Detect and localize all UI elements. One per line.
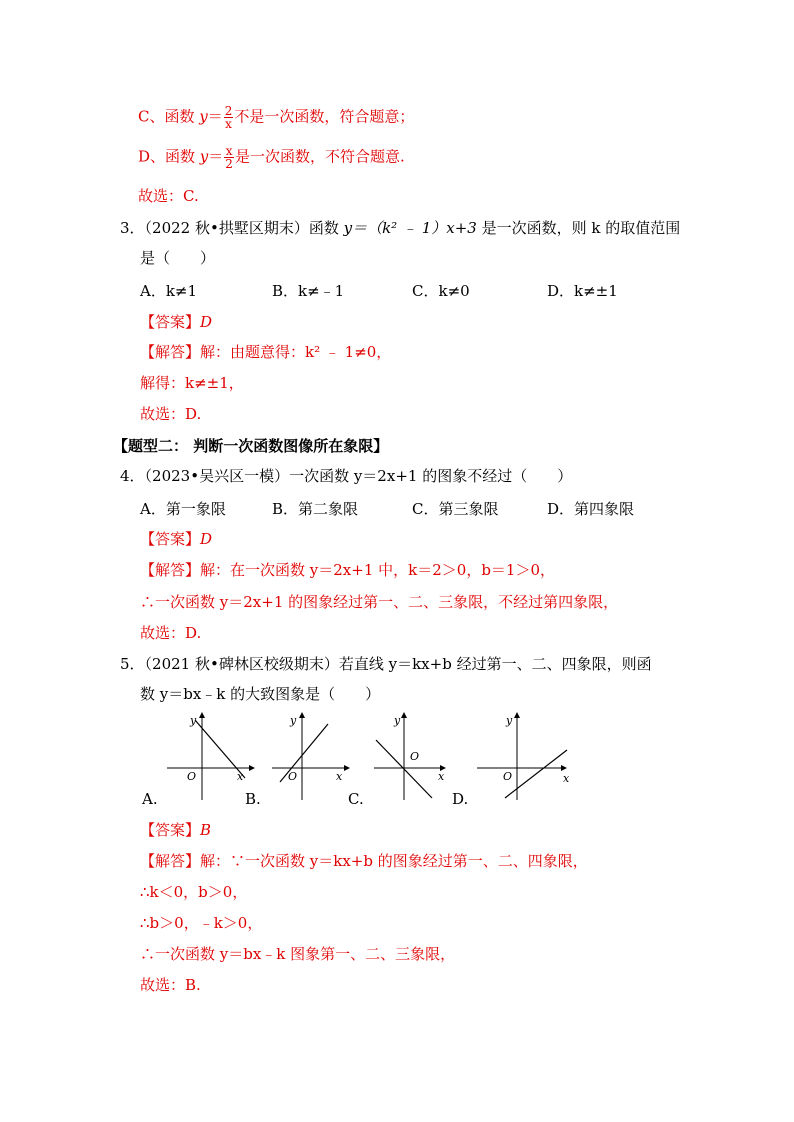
graph-a-y-label: y bbox=[190, 714, 197, 727]
graph-c-label: C. bbox=[348, 790, 364, 808]
q5-solution: 【解答】解：∵一次函数 y＝kx+b 的图象经过第一、二、四象限， bbox=[140, 852, 588, 870]
q5-choice: 故选：B. bbox=[140, 976, 201, 994]
q5-answer: 【答案】B bbox=[140, 821, 212, 839]
graph-b-label: B. bbox=[245, 790, 261, 808]
fraction-2-over-x: $\frac{2}{x}$ bbox=[224, 104, 233, 131]
q5-solution-3: ∴b＞0，﹣k＞0， bbox=[140, 914, 263, 932]
graph-a-x-label: x bbox=[237, 770, 244, 783]
solution-line-c: C、函数 y＝ $\frac{2}{x}$ 不是一次函数，符合题意； bbox=[138, 104, 415, 131]
q3-choice: 故选：D. bbox=[140, 405, 202, 423]
graph-a-origin: O bbox=[187, 770, 197, 783]
graph-a bbox=[165, 710, 255, 802]
q3-solution: 【解答】解：由题意得：k² ﹣ 1≠0， bbox=[140, 343, 392, 361]
q4-solution-2: ∴一次函数 y＝2x+1 的图象经过第一、二、三象限，不经过第四象限， bbox=[140, 593, 619, 611]
q4-stem: 4．（2023•吴兴区一模）一次函数 y＝2x+1 的图象不经过（ ） bbox=[120, 467, 573, 485]
q5-stem-line2: 数 y＝bx﹣k 的大致图象是（ ） bbox=[140, 685, 381, 703]
q3-stem-line2: 是（ ） bbox=[140, 249, 216, 267]
graph-a-label: A. bbox=[142, 790, 158, 808]
graph-b-origin: O bbox=[288, 770, 298, 783]
solution-line-d: D、函数 y＝ $\frac{x}{2}$ 是一次函数，不符合题意. bbox=[138, 144, 405, 171]
graph-d bbox=[475, 710, 575, 802]
graph-b-x-label: x bbox=[336, 770, 343, 783]
q3-option-c: C．k≠0 bbox=[412, 282, 470, 300]
q5-solution-4: ∴一次函数 y＝bx﹣k 图象第一、二、三象限， bbox=[140, 945, 456, 963]
q5-stem: 5．（2021 秋•碑林区校级期末）若直线 y＝kx+b 经过第一、二、四象限，则函 bbox=[120, 655, 652, 673]
fraction-x-over-2: $\frac{x}{2}$ bbox=[225, 144, 233, 171]
graph-c-y-label: y bbox=[394, 714, 401, 727]
graph-d-origin: O bbox=[503, 770, 513, 783]
graph-b-y-label: y bbox=[290, 714, 297, 727]
graph-d-y-label: y bbox=[506, 714, 513, 727]
graph-c-x-label: x bbox=[438, 770, 445, 783]
q4-option-d: D．第四象限 bbox=[547, 500, 635, 518]
q3-option-d: D．k≠±1 bbox=[547, 282, 618, 300]
q3-solution-2: 解得：k≠±1， bbox=[140, 374, 244, 392]
q5-solution-2: ∴k＜0，b＞0， bbox=[140, 883, 248, 901]
q3-option-b: B．k≠﹣1 bbox=[272, 282, 345, 300]
q3-option-a: A．k≠1 bbox=[140, 282, 198, 300]
q4-option-c: C．第三象限 bbox=[412, 500, 499, 518]
q4-choice: 故选：D. bbox=[140, 624, 202, 642]
graph-d-x-label: x bbox=[563, 772, 570, 785]
q4-solution: 【解答】解：在一次函数 y＝2x+1 中，k＝2＞0，b＝1＞0， bbox=[140, 561, 556, 579]
q4-answer: 【答案】D bbox=[140, 530, 213, 548]
q3-answer: 【答案】D bbox=[140, 313, 213, 331]
graph-c-origin: O bbox=[410, 750, 420, 763]
q4-option-a: A．第一象限 bbox=[140, 500, 226, 518]
graph-c bbox=[372, 710, 454, 802]
q3-stem: 3．（2022 秋•拱墅区期末）函数 y＝（k² ﹣ 1）x+3 是一次函数，则 k 的取值范围 bbox=[120, 219, 681, 237]
graph-d-label: D. bbox=[452, 790, 469, 808]
q4-option-b: B．第二象限 bbox=[272, 500, 359, 518]
prev-choice: 故选：C. bbox=[138, 187, 199, 205]
graph-b bbox=[270, 710, 360, 802]
section-title: 【题型二： 判断一次函数图像所在象限】 bbox=[113, 437, 389, 455]
